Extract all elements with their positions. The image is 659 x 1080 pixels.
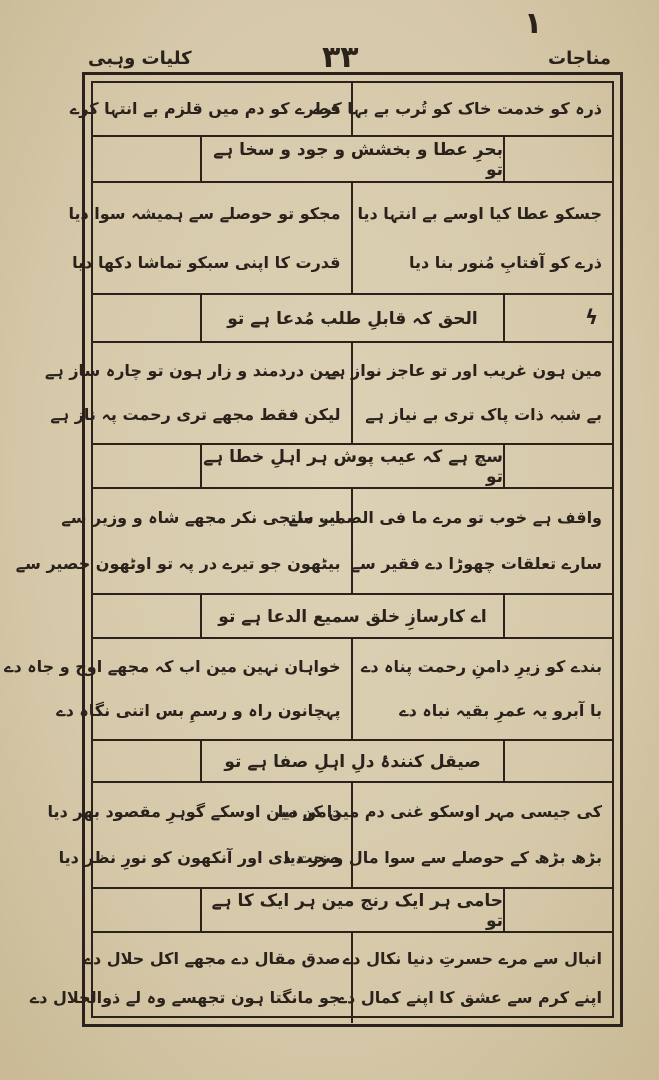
couplet-right: مین ہون غریب اور تو عاجز نواز ہے بے شبہ ذات پاک تری بے نیاز ہے bbox=[326, 361, 602, 424]
poem-frame bbox=[4, 72, 623, 1027]
couplet-right: انبال سے مرے حسرتِ دنیا نکال دے اپنے کرم سے عشق کا اپنے کمال دے bbox=[337, 948, 602, 1007]
couplet-left: خواہان نہین مین اب کہ مجھے اوج و جاہ دے پہچانون راہ و رسمِ بس اتنی نگاہ دے bbox=[93, 639, 353, 739]
refrain-text: صیقل کنندۂ دلِ اہلِ صفا ہے تو bbox=[200, 741, 505, 781]
couplet-left: صدق مقال دے مجھے اکل حلال دے جو مانگتا ہون تجھسے وہ لے ذوالجلال دے bbox=[93, 933, 353, 1023]
couplet-row bbox=[15, 489, 612, 593]
refrain-text: سچ ہے کہ عیب پوش ہر اہلِ خطا ہے تو bbox=[200, 445, 505, 487]
couplet-row bbox=[4, 639, 612, 739]
couplet-left: اب ملتجی نکر مجھے شاہ و وزیر سے بیٹھون جو تیرے در پہ تو اوٹھون حصیر سے bbox=[93, 489, 353, 593]
couplet-left: قطرے کو دم میں قلزم بے انتہا کرے bbox=[93, 83, 353, 135]
couplet-right: ذرہ کو خدمت خاک کو تُرب بے بہا کرے bbox=[312, 99, 602, 118]
couplet-left: مجکو تو حوصلے سے ہمیشہ سوا دیا قدرت کا اپنی سبکو تماشا دکھا دیا bbox=[93, 183, 353, 293]
refrain-text: الحق کہ قابلِ طلب مُدعا ہے تو bbox=[200, 295, 505, 341]
refrain-row bbox=[93, 889, 612, 931]
ink-mark: ϟ bbox=[585, 305, 599, 329]
header-page-number: ۳۳ bbox=[322, 40, 359, 75]
couplet-row bbox=[69, 83, 612, 135]
corner-number: ۱ bbox=[524, 6, 543, 41]
couplet-row bbox=[29, 933, 612, 1023]
header-section-title: مناجات bbox=[548, 48, 612, 69]
couplet-right: بندے کو زیرِ دامنِ رحمت پناہ دے با آبرو یہ عمرِ بقیہ نباہ دے bbox=[361, 657, 602, 720]
refrain-row bbox=[93, 741, 612, 781]
couplet-right: جسکو عطا کیا اوسے بے انتہا دیا ذرے کو آفتابِ مُنور بنا دیا bbox=[357, 203, 602, 272]
refrain-text: اے کارسازِ خلق سمیع الدعا ہے تو bbox=[200, 595, 505, 637]
couplet-left: دامن مین اوسکے گوہرِ مقصود بھر دیا صحت دی اور آنکھون کو نورِ نظر دیا bbox=[93, 783, 353, 887]
couplet-left: مین دردمند و زار ہون تو چارہ ساز ہے لیکن فقط مجھے تری رحمت پہ ناز ہے bbox=[93, 343, 353, 443]
refrain-text: بحرِ عطا و بخشش و جود و سخا ہے تو bbox=[200, 137, 505, 181]
refrain-row bbox=[93, 595, 612, 637]
couplet-row bbox=[68, 183, 612, 293]
refrain-text: حامی ہر ایک رنج مین ہر ایک کا ہے تو bbox=[200, 889, 505, 931]
refrain-row bbox=[93, 137, 612, 181]
couplet-row bbox=[45, 343, 612, 443]
couplet-right: واقف ہے خوب تو مرے ما فی الضمیر سے سارے تعلقات چھوڑا دے فقیر سے bbox=[288, 508, 602, 573]
couplet-row bbox=[47, 783, 612, 887]
refrain-row bbox=[93, 295, 612, 341]
poem-table bbox=[4, 81, 614, 1018]
couplet-right: کی جیسی مہر اوسکو غنی دم مین کر دیا بڑھ بڑھ کے حوصلے سے سوا مال و زر دیا bbox=[277, 802, 602, 867]
header-book-title: کلیات وہبی bbox=[88, 48, 192, 69]
refrain-row bbox=[93, 445, 612, 487]
